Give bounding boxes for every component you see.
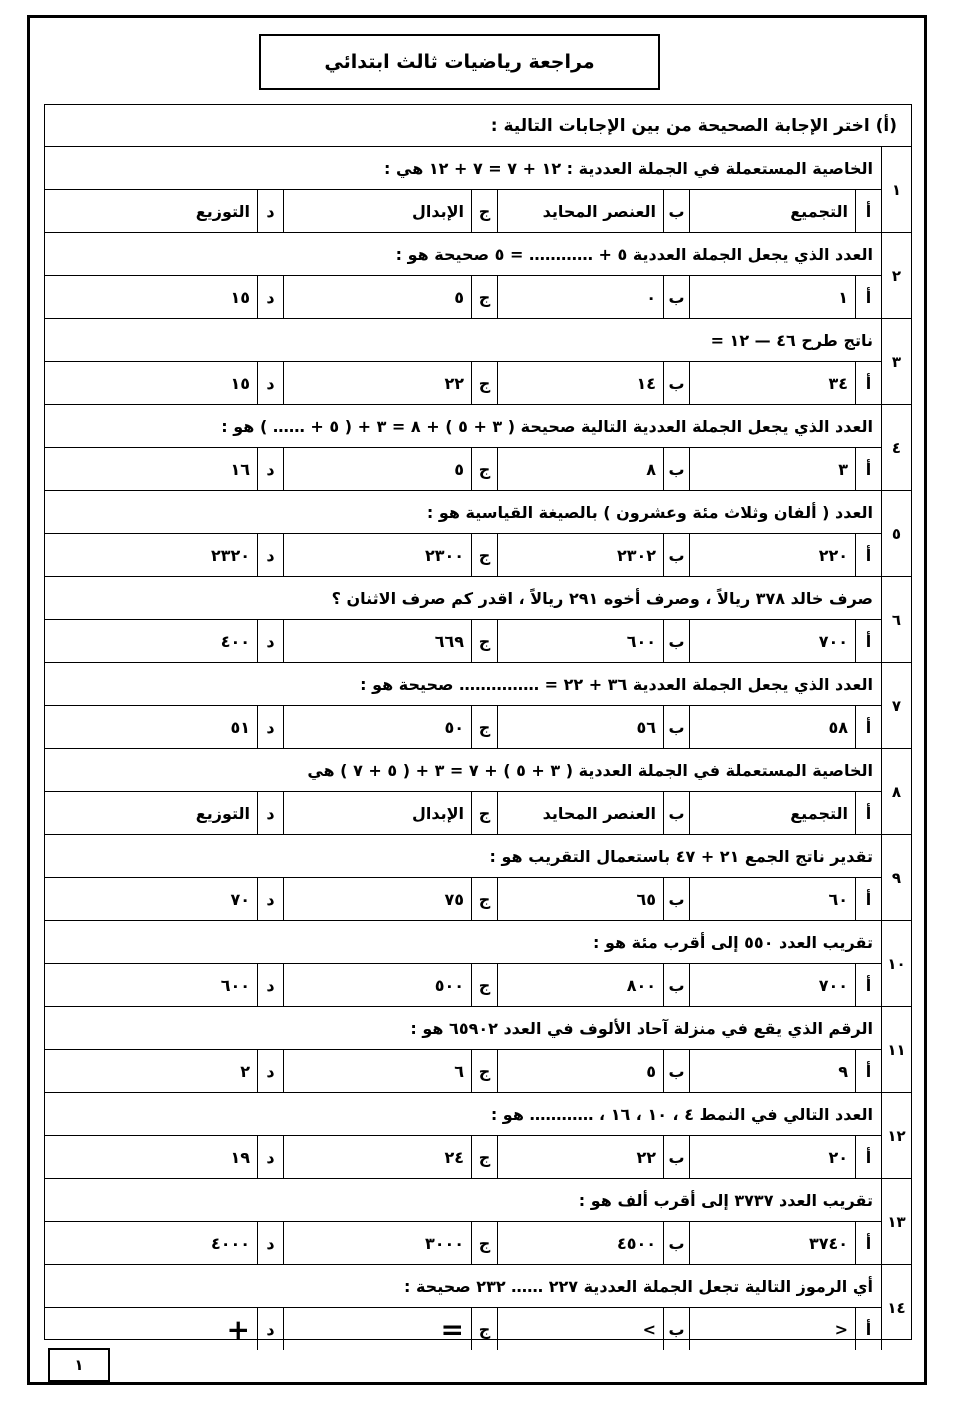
- option-label: د: [257, 620, 283, 662]
- option-value[interactable]: ١٥: [230, 373, 250, 393]
- option-label: ب: [663, 190, 689, 232]
- option-label: ب: [663, 964, 689, 1006]
- options-row: [45, 448, 881, 490]
- option-value[interactable]: <: [689, 1308, 855, 1350]
- option-value[interactable]: ٨٠٠: [497, 964, 663, 1006]
- option-label: أ: [855, 1222, 881, 1264]
- option-label: د: [257, 1136, 283, 1178]
- option-value[interactable]: ٣: [689, 448, 855, 490]
- question-row: [45, 921, 911, 1007]
- option-value[interactable]: ٨: [497, 448, 663, 490]
- option-label: أ: [855, 362, 881, 404]
- question-row: [45, 835, 911, 921]
- question-number: ٤: [881, 405, 911, 490]
- options-row: [45, 190, 881, 232]
- question-text: العدد الذي يجعل الجملة العددية ٥ + ………… = ٥ صحيحة هو :: [45, 233, 881, 276]
- option-value[interactable]: ٢٣٠٢: [497, 534, 663, 576]
- options-row: [45, 1136, 881, 1178]
- option-value[interactable]: ٥: [283, 276, 471, 318]
- question-text: صرف خالد ٣٧٨ ريالاً ، وصرف أخوه ٢٩١ ريالاً ، اقدر كم صرف الاثنان ؟: [45, 577, 881, 620]
- question-text: العدد ( ألفان وثلاث مئة وعشرون ) بالصيغة القياسية هو :: [45, 491, 881, 534]
- option-value[interactable]: ٥: [497, 1050, 663, 1092]
- option-value[interactable]: ١: [689, 276, 855, 318]
- option-value[interactable]: ٧٥: [283, 878, 471, 920]
- question-number: ٩: [881, 835, 911, 920]
- question-row: [45, 577, 911, 663]
- question-number: ١٤: [881, 1265, 911, 1350]
- option-label: ب: [663, 792, 689, 834]
- options-row: [45, 276, 881, 318]
- option-value[interactable]: ١٦: [230, 459, 250, 479]
- option-value[interactable]: ٢٠: [689, 1136, 855, 1178]
- option-label: ج: [471, 190, 497, 232]
- option-label: ب: [663, 362, 689, 404]
- option-label: أ: [855, 1308, 881, 1350]
- option-label: أ: [855, 276, 881, 318]
- option-value[interactable]: ٥٨: [689, 706, 855, 748]
- question-number: ٣: [881, 319, 911, 404]
- option-label: ج: [471, 792, 497, 834]
- option-label: ج: [471, 276, 497, 318]
- question-text: العدد التالي في النمط ٤ ، ١٠ ، ١٦ ، ………… هو :: [45, 1093, 881, 1136]
- option-value[interactable]: ٤٠٠٠: [210, 1233, 250, 1253]
- option-value[interactable]: ٦٥: [497, 878, 663, 920]
- option-label: ب: [663, 276, 689, 318]
- option-label: د: [257, 276, 283, 318]
- question-number: ٨: [881, 749, 911, 834]
- option-value[interactable]: ٣٧٤٠: [689, 1222, 855, 1264]
- option-label: ب: [663, 448, 689, 490]
- option-label: ب: [663, 534, 689, 576]
- option-label: د: [257, 792, 283, 834]
- option-value[interactable]: ٠: [497, 276, 663, 318]
- option-value[interactable]: >: [497, 1308, 663, 1350]
- question-number: ٢: [881, 233, 911, 318]
- question-text: العدد الذي يجعل الجملة العددية ٣٦ + ٢٢ = …………… صحيحة هو :: [45, 663, 881, 706]
- question-text: الخاصية المستعملة في الجملة العددية : ١٢ + ٧ = ٧ + ١٢ هي :: [45, 147, 881, 190]
- option-value[interactable]: التوزيع: [195, 201, 250, 221]
- option-label: ج: [471, 1050, 497, 1092]
- option-value[interactable]: ٦: [283, 1050, 471, 1092]
- option-label: أ: [855, 620, 881, 662]
- option-label: ج: [471, 448, 497, 490]
- option-label: ب: [663, 878, 689, 920]
- options-row: [45, 878, 881, 920]
- option-label: ب: [663, 1136, 689, 1178]
- question-row: [45, 147, 911, 233]
- option-value[interactable]: ٥: [283, 448, 471, 490]
- question-text: ناتج طرح ٤٦ — ١٢ =: [45, 319, 881, 362]
- option-value[interactable]: ٦٠٠: [220, 975, 250, 995]
- question-number: ٧: [881, 663, 911, 748]
- option-value[interactable]: ٢٣٢٠: [210, 545, 250, 565]
- question-row: [45, 749, 911, 835]
- option-label: أ: [855, 190, 881, 232]
- option-value[interactable]: التجميع: [689, 190, 855, 232]
- options-row: [45, 620, 881, 662]
- option-label: د: [257, 1050, 283, 1092]
- option-value[interactable]: ٥٦: [497, 706, 663, 748]
- options-row: [45, 534, 881, 576]
- question-text: الخاصية المستعملة في الجملة العددية ( ٣ + ٥ ) + ٧ = ٣ + ( ٥ + ٧ ) هي: [45, 749, 881, 792]
- option-label: أ: [855, 792, 881, 834]
- option-value[interactable]: +: [226, 1312, 250, 1346]
- option-value[interactable]: ٢٢: [283, 362, 471, 404]
- option-value[interactable]: التجميع: [689, 792, 855, 834]
- question-number: ١٠: [881, 921, 911, 1006]
- question-number: ١: [881, 147, 911, 232]
- option-value[interactable]: الإبدال: [283, 190, 471, 232]
- option-label: أ: [855, 1050, 881, 1092]
- option-label: ج: [471, 706, 497, 748]
- question-text: العدد الذي يجعل الجملة العددية التالية صحيحة ( ٣ + ٥ ) + ٨ = ٣ + ( ٥ + …… ) هو :: [45, 405, 881, 448]
- options-row: [45, 1308, 881, 1350]
- option-value[interactable]: ٣٠٠٠: [283, 1222, 471, 1264]
- option-label: د: [257, 1222, 283, 1264]
- option-label: ج: [471, 534, 497, 576]
- option-value[interactable]: ٥١: [230, 717, 250, 737]
- option-value[interactable]: ٥٠٠: [283, 964, 471, 1006]
- option-label: ج: [471, 1136, 497, 1178]
- option-value[interactable]: ٧٠٠: [689, 964, 855, 1006]
- option-value[interactable]: ٥٠: [283, 706, 471, 748]
- option-value[interactable]: العنصر المحايد: [497, 190, 663, 232]
- question-row: [45, 233, 911, 319]
- option-label: د: [257, 534, 283, 576]
- option-label: ب: [663, 706, 689, 748]
- options-row: [45, 1050, 881, 1092]
- question-text: تقريب العدد ٥٥٠ إلى أقرب مئة هو :: [45, 921, 881, 964]
- option-label: د: [257, 362, 283, 404]
- option-label: د: [257, 964, 283, 1006]
- question-text: أي الرموز التالية تجعل الجملة العددية ٢٢٧ …… ٢٣٢ صحيحة :: [45, 1265, 881, 1308]
- option-value[interactable]: التوزيع: [195, 803, 250, 823]
- option-label: أ: [855, 534, 881, 576]
- question-row: [45, 1007, 911, 1093]
- question-row: [45, 663, 911, 749]
- option-label: ب: [663, 1050, 689, 1092]
- question-number: ٦: [881, 577, 911, 662]
- options-row: [45, 1222, 881, 1264]
- option-label: أ: [855, 1136, 881, 1178]
- option-label: د: [257, 190, 283, 232]
- option-label: د: [257, 448, 283, 490]
- question-row: [45, 1179, 911, 1265]
- option-value[interactable]: ٤٥٠٠: [497, 1222, 663, 1264]
- options-row: [45, 792, 881, 834]
- option-label: ج: [471, 362, 497, 404]
- option-value[interactable]: العنصر المحايد: [497, 792, 663, 834]
- option-label: ب: [663, 1308, 689, 1350]
- options-row: [45, 706, 881, 748]
- option-value[interactable]: ١٤: [497, 362, 663, 404]
- question-row: [45, 1265, 911, 1351]
- option-value[interactable]: ١٥: [230, 287, 250, 307]
- question-number: ١٣: [881, 1179, 911, 1264]
- option-label: ب: [663, 620, 689, 662]
- section-heading: (أ) اختر الإجابة الصحيحة من بين الإجابات التالية :: [45, 105, 911, 147]
- option-value[interactable]: ٢٢: [497, 1136, 663, 1178]
- option-label: ب: [663, 1222, 689, 1264]
- page-title: مراجعة رياضيات ثالث ابتدائي: [259, 34, 660, 90]
- option-value[interactable]: ٩: [689, 1050, 855, 1092]
- question-number: ٥: [881, 491, 911, 576]
- options-row: [45, 964, 881, 1006]
- option-value[interactable]: ٢٣٠٠: [283, 534, 471, 576]
- option-label: ج: [471, 1308, 497, 1350]
- option-value[interactable]: ٢٤: [283, 1136, 471, 1178]
- question-text: تقريب العدد ٣٧٣٧ إلى أقرب ألف هو :: [45, 1179, 881, 1222]
- page-number: ١: [48, 1348, 110, 1382]
- question-number: ١١: [881, 1007, 911, 1092]
- option-value[interactable]: ٦٠: [689, 878, 855, 920]
- option-value[interactable]: ٢٢٠: [689, 534, 855, 576]
- option-value[interactable]: ٤٠٠: [220, 631, 250, 651]
- questions-table: [44, 104, 912, 1346]
- option-label: ج: [471, 878, 497, 920]
- question-row: [45, 491, 911, 577]
- question-row: [45, 405, 911, 491]
- question-text: تقدير ناتج الجمع ٢١ + ٤٧ باستعمال التقريب هو :: [45, 835, 881, 878]
- option-label: ج: [471, 1222, 497, 1264]
- option-value[interactable]: ٦٠٠: [497, 620, 663, 662]
- option-label: ج: [471, 620, 497, 662]
- question-number: ١٢: [881, 1093, 911, 1178]
- option-label: د: [257, 1308, 283, 1350]
- option-value[interactable]: ١٩: [230, 1147, 250, 1167]
- option-value[interactable]: ٧٠٠: [689, 620, 855, 662]
- option-label: د: [257, 706, 283, 748]
- option-label: أ: [855, 448, 881, 490]
- option-value[interactable]: ٦٦٩: [283, 620, 471, 662]
- option-value[interactable]: ٧٠: [230, 889, 250, 909]
- option-label: أ: [855, 878, 881, 920]
- option-label: أ: [855, 964, 881, 1006]
- option-label: أ: [855, 706, 881, 748]
- question-row: [45, 319, 911, 405]
- option-label: د: [257, 878, 283, 920]
- option-value[interactable]: الإبدال: [283, 792, 471, 834]
- option-label: ج: [471, 964, 497, 1006]
- option-value[interactable]: ٢: [240, 1061, 250, 1081]
- options-row: [45, 362, 881, 404]
- option-value[interactable]: =: [283, 1308, 471, 1350]
- question-row: [45, 1093, 911, 1179]
- question-text: الرقم الذي يقع في منزلة آحاد الألوف في العدد ٦٥٩٠٢ هو :: [45, 1007, 881, 1050]
- option-value[interactable]: ٣٤: [689, 362, 855, 404]
